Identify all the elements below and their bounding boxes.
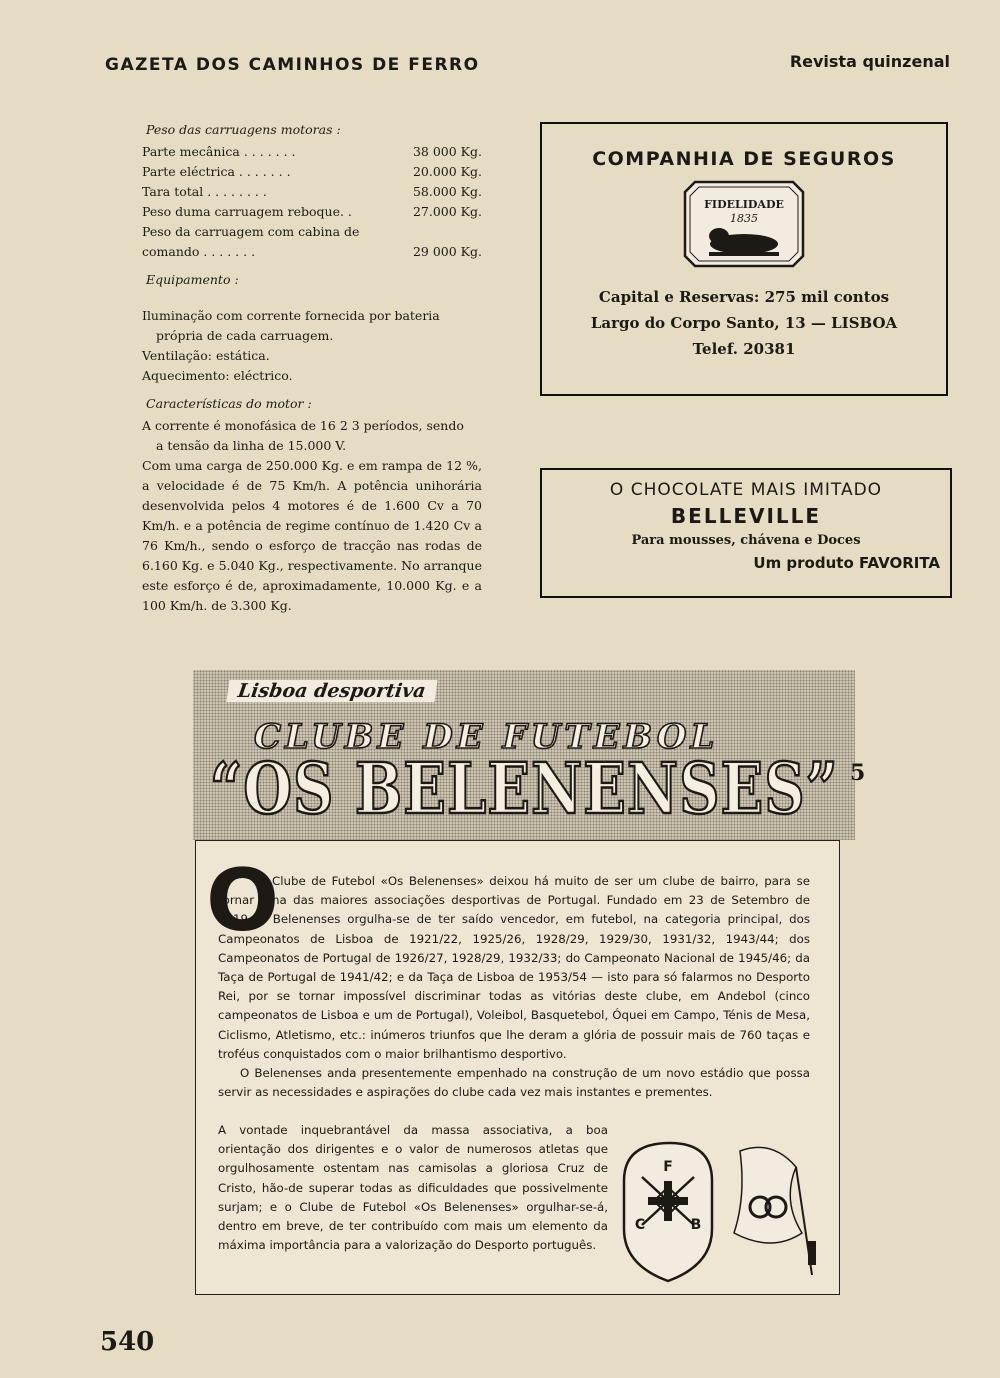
crest-letter: F xyxy=(663,1159,673,1175)
weight-value: 20.000 Kg. xyxy=(412,164,482,179)
weight-value: 27.000 Kg. xyxy=(412,204,482,219)
page-number: 540 xyxy=(100,1327,155,1357)
table-row xyxy=(142,142,482,162)
fidelidade-logo-icon xyxy=(681,178,807,270)
insurance-capital: Capital e Reservas: 275 mil contos xyxy=(598,288,890,306)
motor-current: A corrente é monofásica de 16 2 3 períodos, sendo xyxy=(142,418,464,433)
article-body xyxy=(218,872,810,1102)
weight-label: Parte mecânica . . . . . . . xyxy=(142,144,296,159)
weight-label: Parte eléctrica . . . . . . . xyxy=(142,164,291,179)
club-crest-icon xyxy=(612,1137,822,1285)
table-row xyxy=(142,202,482,222)
publication-title: GAZETA DOS CAMINHOS DE FERRO xyxy=(105,55,480,75)
equipment-heating: Aquecimento: eléctrico. xyxy=(142,368,293,383)
logo-name: FIDELIDADE xyxy=(704,198,784,211)
logo-year: 1835 xyxy=(730,212,758,225)
motor-current-cont: a tensão da linha de 15.000 V. xyxy=(156,438,347,453)
insurance-title: COMPANHIA DE SEGUROS xyxy=(592,148,896,170)
table-row xyxy=(142,162,482,182)
weight-value: 38 000 Kg. xyxy=(412,144,482,159)
publication-frequency: Revista quinzenal xyxy=(789,52,950,71)
table-row xyxy=(142,222,482,242)
chocolate-headline: O CHOCOLATE MAIS IMITADO xyxy=(609,480,883,500)
series-number: 5 xyxy=(850,760,866,786)
weight-value xyxy=(392,222,482,242)
article-paragraph: O Belenenses anda presentemente empenhado na construção de um novo estádio que possa servir as necessidades e aspirações do clube cada vez mais instantes e prementes. xyxy=(218,1066,810,1100)
motor-performance: Com uma carga de 250.000 Kg. e em rampa de 12 %, a velocidade é de 75 Km/h. A potência unihorária desenvolvida pelos 4 motores é de 1.600 Cv a 70 Km/h. e a potência de regime contínuo de 1.420 Cv a 76 Km/h., sendo o esforço de tracção nas rodas de 6.160 Kg. e 5.040 Kg., respectivamente. No arranque este esforço é de, aproximadamente, 10.000 Kg. e a 100 Km/h. de 3.300 Kg. xyxy=(142,458,482,613)
equipment-lighting: Iluminação com corrente fornecida por bateria xyxy=(142,308,440,323)
section-tag: Lisboa desportiva xyxy=(226,680,437,702)
weight-label: Peso da carruagem com cabina de xyxy=(142,224,360,239)
equipment-heading: Equipamento : xyxy=(146,272,239,287)
table-row xyxy=(142,242,482,262)
club-name-heading: “OS BELENENSES” xyxy=(210,748,839,831)
weight-label: Tara total . . . . . . . . xyxy=(142,184,267,199)
chocolate-brand: BELLEVILLE xyxy=(670,504,822,528)
chocolate-producer: Um produto FAVORITA xyxy=(753,554,940,572)
article-paragraph: A vontade inquebrantável da massa associativa, a boa orientação dos dirigentes e o valor de numerosos atletas que orgulhosamente ostentam nas camisolas a gloriosa Cruz de Cristo, hão-de superar todas as dificuldades que possivelmente surjam; e o Clube de Futebol «Os Belenenses» orgulhar-se-á, dentro em breve, de ter contribuído com mais um elemento da máxima importância para a valorização do Desporto português. xyxy=(218,1123,608,1253)
crest-letter: B xyxy=(690,1217,702,1233)
weights-heading: Peso das carruagens motoras : xyxy=(146,122,341,137)
crest-letter: C xyxy=(634,1217,646,1233)
weight-value: 29 000 Kg. xyxy=(412,244,482,259)
insurance-advertisement xyxy=(540,122,948,396)
insurance-phone: Telef. 20381 xyxy=(692,340,796,358)
insurance-address: Largo do Corpo Santo, 13 — LISBOA xyxy=(590,314,898,332)
weight-label: comando . . . . . . . xyxy=(142,244,256,259)
chocolate-advertisement xyxy=(540,468,952,598)
chocolate-uses: Para mousses, chávena e Doces xyxy=(631,533,861,548)
equipment-lighting-cont: própria de cada carruagem. xyxy=(156,328,334,343)
train-specifications xyxy=(142,118,482,616)
club-type-heading: CLUBE DE FUTEBOL xyxy=(254,717,719,757)
weight-label: Peso duma carruagem reboque. . xyxy=(142,204,352,219)
table-row xyxy=(142,182,482,202)
article-paragraph: Clube de Futebol «Os Belenenses» deixou há muito de ser um clube de bairro, para se tornar uma das maiores associações desportivas de Portugal. Fundado em 23 de Setembro de 1919, o Belenenses orgulha-se de ter saído vencedor, em futebol, na categoria principal, dos Campeonatos de Lisboa de 1921/22, 1925/26, 1928/29, 1929/30, 1931/32, 1943/44; dos Campeonatos de Portugal de 1926/27, 1928/29, 1932/33; do Campeonato Nacional de 1945/46; da Taça de Portugal de 1941/42; e da Taça de Lisboa de 1953/54 — isto para só falarmos no Desporto Rei, por se tornar impossível discriminar todas as vitórias deste clube, em Andebol (cinco campeonatos de Lisboa e um de Portugal), Voleibol, Basquetebol, Óquei em Campo, Ténis de Mesa, Ciclismo, Atletismo, etc.: inúmeros triunfos que lhe deram a glória de possuir mais de 760 taças e troféus conquistados com o maior brilhantismo desportivo. xyxy=(218,874,810,1061)
equipment-ventilation: Ventilação: estática. xyxy=(142,348,270,363)
motor-heading: Características do motor : xyxy=(146,396,312,411)
weights-table xyxy=(142,142,482,262)
drop-cap: O xyxy=(206,851,280,951)
weight-value: 58.000 Kg. xyxy=(412,184,482,199)
